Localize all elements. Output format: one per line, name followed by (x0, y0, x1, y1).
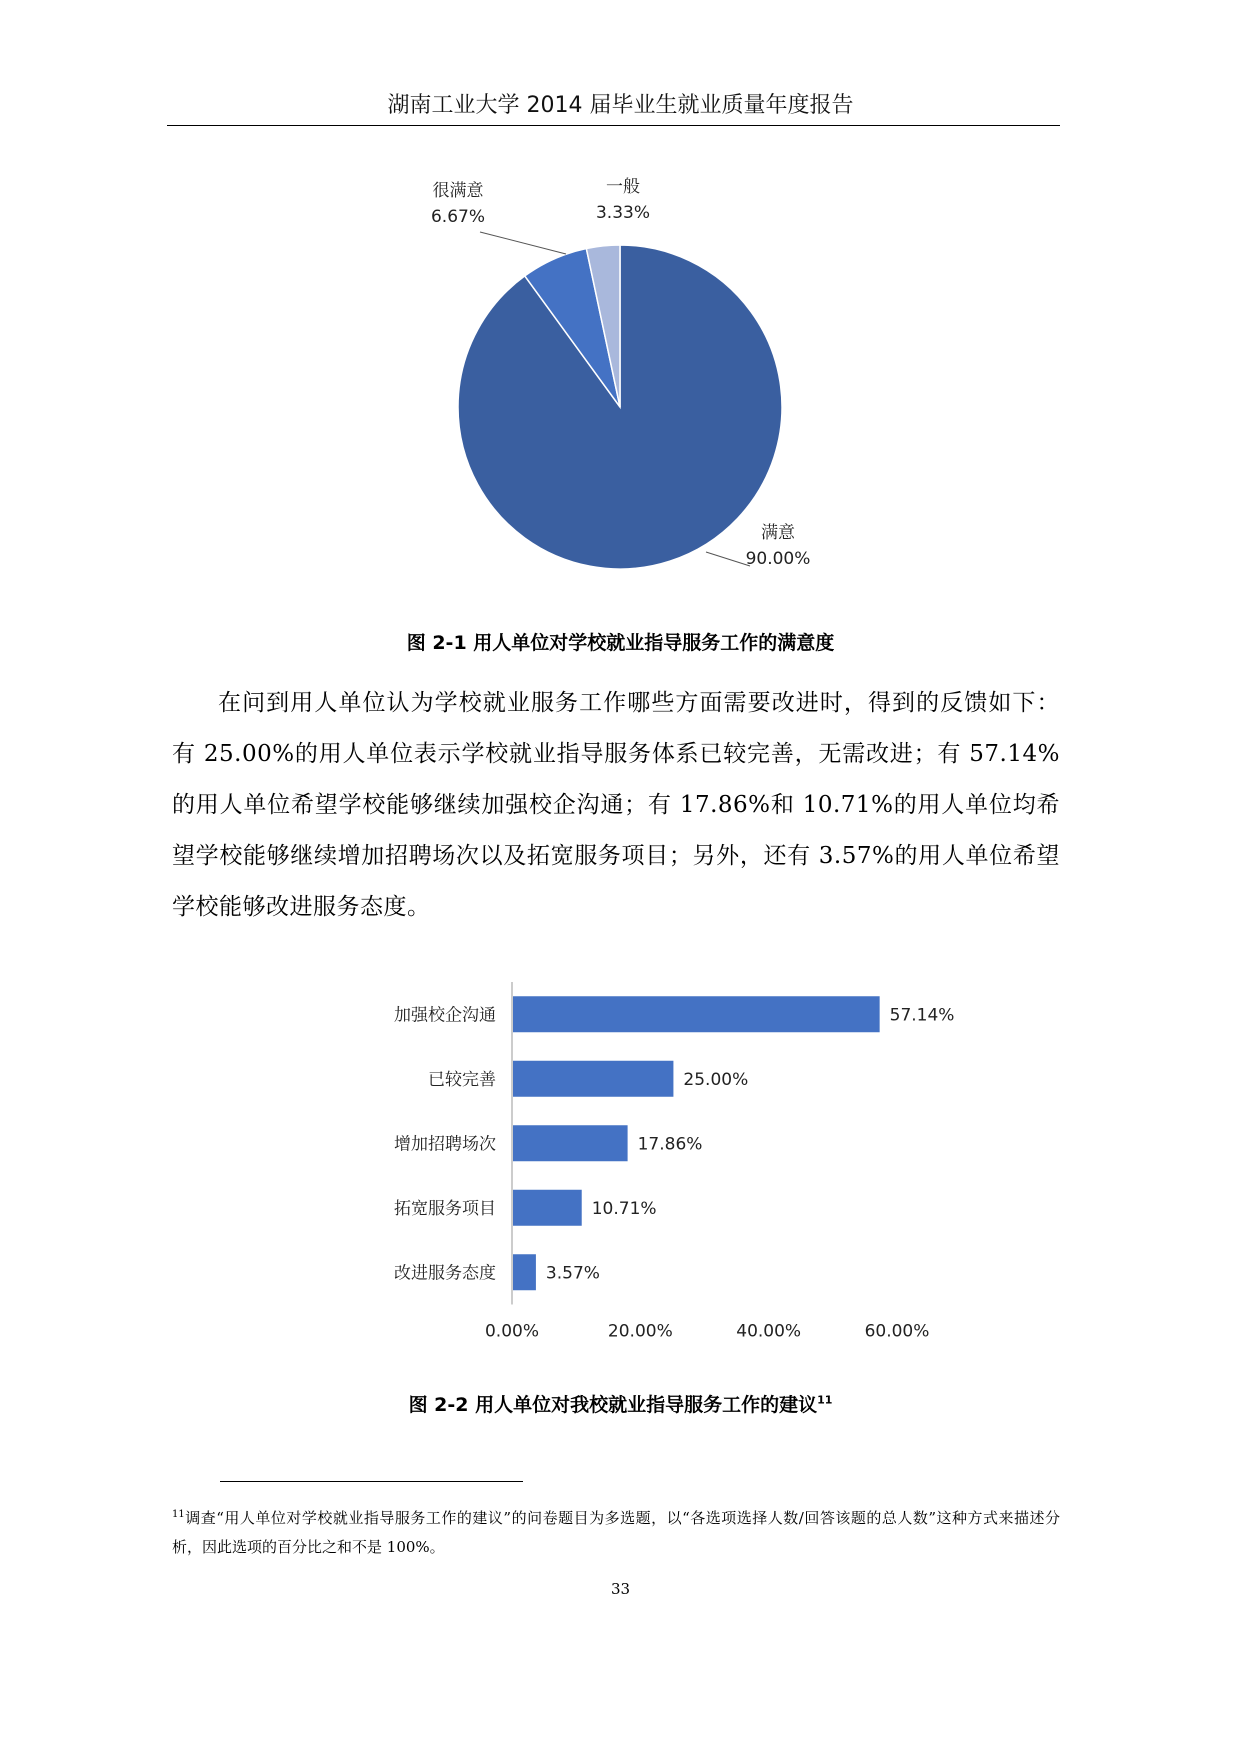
bar-value-label-4: 10.71% (591, 1198, 657, 1219)
bar-value-label-3: 17.86% (637, 1134, 703, 1155)
pie-value-label-3: 3.33% (595, 203, 651, 223)
bar-4 (513, 1190, 582, 1226)
figure-2-1-caption: 图 2-1 用人单位对学校就业指导服务工作的满意度 (406, 632, 835, 654)
bar-category-label-4: 拓宽服务项目 (394, 1198, 496, 1219)
pie-label-1: 满意 (761, 523, 795, 543)
body-paragraph: 在问到用人单位认为学校就业服务工作哪些方面需要改进时，得到的反馈如下：有 25.00%的用人单位表示学校就业指导服务体系已较完善，无需改进；有 57.14%的用人单位希望学校能够继续加强校企沟通；有 17.86%和 10.71%的用人单位均希望学校能够继续增加招聘场次以及拓宽服务项目；另外，还有 3.57%的用人单位希望学校能够改进服务态度。 (172, 690, 1060, 920)
footnote-ref: 11 (817, 1393, 833, 1407)
pie-value-label-1: 90.00% (745, 549, 811, 569)
footnote-rule (220, 1481, 523, 1482)
bar-1 (513, 996, 880, 1032)
bar-category-label-1: 加强校企沟通 (394, 1005, 496, 1026)
bar-5 (513, 1254, 536, 1290)
bar-value-label-2: 25.00% (683, 1069, 749, 1090)
bar-category-label-2: 已较完善 (428, 1069, 496, 1090)
figure-2-2-caption-text: 图 2-2 用人单位对我校就业指导服务工作的建议 (408, 1394, 818, 1416)
footnote (172, 1500, 1060, 1562)
bar-x-tick-label-1: 0.00% (484, 1321, 540, 1342)
footnote-marker: 11 (172, 1509, 185, 1520)
bar-3 (513, 1125, 628, 1161)
bar-category-label-5: 改进服务态度 (394, 1263, 496, 1284)
pie-label-2: 很满意 (432, 181, 484, 201)
pie-value-label-2: 6.67% (430, 207, 486, 227)
bar-2 (513, 1061, 673, 1097)
bar-x-tick-label-4: 60.00% (864, 1321, 930, 1342)
page-header-title: 湖南工业大学 2014 届毕业生就业质量年度报告 (387, 93, 854, 118)
bar-category-label-3: 增加招聘场次 (394, 1134, 496, 1155)
footnote-text: 调查“用人单位对学校就业指导服务工作的建议”的问卷题目为多选题，以“各选项选择人数/回答该题的总人数”这种方式来描述分析，因此选项的百分比之和不是 100%。 (172, 1509, 1060, 1556)
bar-value-label-5: 3.57% (545, 1263, 600, 1284)
bar-x-tick-label-3: 40.00% (736, 1321, 802, 1342)
bar-value-label-1: 57.14% (889, 1005, 955, 1026)
figure-2-2-caption (0, 1390, 1241, 1417)
bar-x-tick-label-2: 20.00% (607, 1321, 673, 1342)
page-number: 33 (610, 1580, 631, 1598)
pie-label-3: 一般 (606, 177, 640, 197)
